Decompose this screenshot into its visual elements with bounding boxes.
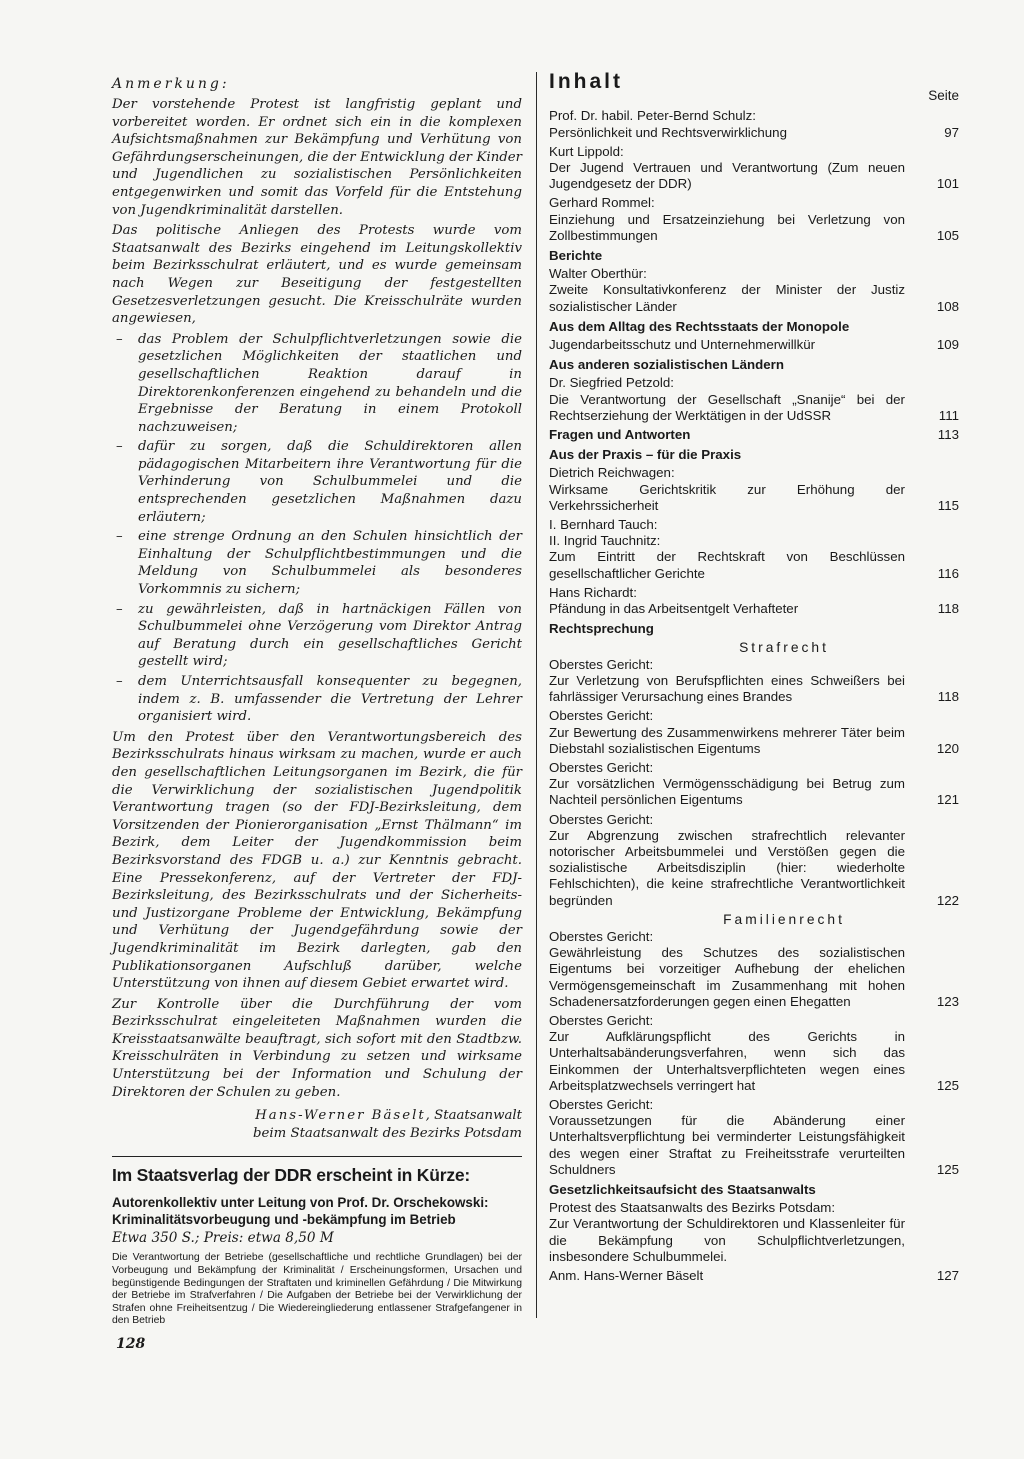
toc-court: Oberstes Gericht: xyxy=(549,1096,654,1112)
toc-author: Protest des Staatsanwalts des Bezirks Potsdam: xyxy=(549,1200,836,1216)
toc-page-column-label: Seite xyxy=(928,88,959,104)
list-item: – eine strenge Ordnung an den Schulen hinsichtlich der Einhaltung der Schulpflichtbestimmungen und die Meldung von Schulbummelei als besonderes Vorkommnis zu sichern; xyxy=(112,528,522,598)
annotation-paragraph: Der vorstehende Protest ist langfristig geplant und vorbereitet worden. Er ordnet sich ein in die komplexen Aufsichtsmaßnahmen zur Bekämpfung und Verhütung von Gefährdungserscheinungen, die der Entwicklung der Kinder und Jugendlichen zu sozialistischen Persönlichkeiten entgegenwirken und somit das Vorfeld für die Entstehung von Jugendkriminalität darstellen. xyxy=(112,97,522,218)
toc-entry[interactable] xyxy=(549,929,959,1010)
toc-court: Oberstes Gericht: xyxy=(549,811,654,827)
toc-page: 123 xyxy=(936,993,959,1009)
toc-section-heading: Rechtsprechung xyxy=(549,621,654,637)
toc-title: Zweite Konsultativkonferenz der Minister der Justiz sozialistischer Länder xyxy=(549,282,905,314)
signature-name: Hans-Werner Bäselt xyxy=(255,1108,426,1124)
book-meta: Etwa 350 S.; Preis: etwa 8,50 M xyxy=(112,1230,334,1247)
toc-page: 113 xyxy=(937,427,959,443)
toc-page: 109 xyxy=(936,337,959,353)
toc-section-heading: Fragen und Antworten xyxy=(549,427,691,443)
toc-title: Zur vorsätzlichen Vermögensschädigung bei Betrug zum Nachteil persönlichen Eigentums xyxy=(549,776,905,808)
toc-entry[interactable] xyxy=(549,585,959,617)
toc-page: 116 xyxy=(937,565,959,581)
toc-subsection-heading: Familienrecht xyxy=(723,911,845,927)
toc-author: Walter Oberthür: xyxy=(549,266,647,282)
toc-title: Zur Verletzung von Berufspflichten eines Schweißers bei fahrlässiger Verursachung eines Brandes xyxy=(549,672,905,705)
toc-author: I. Bernhard Tauch: xyxy=(549,517,658,533)
toc-title: Der Jugend Vertrauen und Verantwortung (Zum neuen Jugendgesetz der DDR) xyxy=(549,160,905,192)
toc-title: Persönlichkeit und Rechtsverwirklichung xyxy=(549,124,787,140)
toc-page: 97 xyxy=(944,124,959,140)
toc-author: Gerhard Rommel: xyxy=(549,195,655,211)
list-item: – zu gewährleisten, daß in hartnäckigen Fällen von Schulbummelei ohne Verzögerung vom Direktor Antrag auf Beratung durch ein gesellschaftliches Gericht gestellt wird; xyxy=(112,601,522,671)
list-item: – das Problem der Schulpflichtverletzungen sowie die gesetzlichen Möglichkeiten der staatlichen und gesellschaftlichen Reaktion darauf in Direktorenkonferenzen eingehend zu behandeln und die Ergebnisse der Beratung in einem Protokoll nachzuweisen; xyxy=(112,331,522,437)
annotation-heading: Anmerkung: xyxy=(112,76,230,92)
divider xyxy=(112,1156,522,1157)
book-title: Kriminalitätsvorbeugung und -bekämpfung im Betrieb xyxy=(112,1212,456,1228)
toc-entry[interactable] xyxy=(549,517,959,582)
toc-heading: Inhalt xyxy=(549,70,623,93)
signature-role: , Staatsanwalt xyxy=(425,1108,522,1124)
toc-title: Jugendarbeitsschutz und Unternehmerwillkür xyxy=(549,337,816,353)
toc-court: Oberstes Gericht: xyxy=(549,759,654,775)
toc-title: Einziehung und Ersatzeinziehung bei Verletzung von Zollbestimmungen xyxy=(549,211,905,243)
left-column xyxy=(112,76,522,1328)
toc-title: Zur Abgrenzung zwischen strafrechtlich relevanter notorischer Arbeitsbummelei und Verstößen gegen die sozialistische Arbeitsdisziplin (hier: wiederholte Fehlschichten), die keine strafrechtliche Verantwortlichkeit begründen xyxy=(549,827,905,908)
toc-court: Oberstes Gericht: xyxy=(549,656,654,672)
toc-author: Kurt Lippold: xyxy=(549,143,624,159)
toc-page: 118 xyxy=(937,601,959,617)
toc-entry[interactable] xyxy=(549,375,959,424)
toc-page: 125 xyxy=(936,1077,959,1093)
toc-entry[interactable] xyxy=(549,1013,959,1094)
toc-entry[interactable] xyxy=(549,195,959,244)
signature xyxy=(112,1107,522,1142)
toc-section-heading: Aus anderen sozialistischen Ländern xyxy=(549,357,784,373)
toc-page: 105 xyxy=(936,227,959,243)
annotation-paragraph: Zur Kontrolle über die Durchführung der vom Bezirksschulrat eingeleiteten Maßnahmen wurden die Kreisstaatsanwälte beauftragt, sich sofort mit den Stadtbzw. Kreisschulräten in Verbindung zu setzen und wirksame Unterstützung bei der Information und Schulung der Direktoren der Schulen zu geben. xyxy=(112,996,522,1100)
toc-page: 125 xyxy=(936,1161,959,1177)
toc-entry[interactable] xyxy=(549,108,959,140)
toc-title: Zur Aufklärungspflicht des Gerichts in Unterhaltsabänderungsverfahren, wenn sich das Einkommen der Unterhaltsverpflichteten wegen eines Arbeitsplatzwechsels verringert hat xyxy=(549,1029,905,1093)
toc-entry[interactable] xyxy=(549,1097,959,1178)
column-divider xyxy=(536,72,537,1318)
toc-title: Zur Bewertung des Zusammenwirkens mehrerer Täter beim Diebstahl sozialistischen Eigentums xyxy=(549,724,905,756)
toc-entry[interactable] xyxy=(549,337,959,353)
toc-section-heading: Berichte xyxy=(549,248,603,264)
page-number: 128 xyxy=(116,1336,146,1352)
toc-page: 122 xyxy=(936,892,959,908)
toc-title: Anm. Hans-Werner Bäselt xyxy=(549,1268,704,1284)
toc-entry[interactable] xyxy=(549,1268,959,1284)
toc-court: Oberstes Gericht: xyxy=(549,708,654,724)
toc-subsection-heading: Strafrecht xyxy=(739,639,829,655)
book-description: Die Verantwortung der Betriebe (gesellschaftliche und rechtliche Grundlagen) bei der Vorbeugung und Bekämpfung der Kriminalität / Erscheinungsformen, Ursachen und begünstigende Bedingungen der Straftaten und kriminellen Gefährdung / Die Mitwirkung der Betriebe im Strafverfahren / Die Aufgaben der Betriebe bei der Verwirklichung der Strafen ohne Freiheitsentzug / Die Wiedereingliederung entlassener Strafgefangener in den Betrieb xyxy=(112,1252,522,1327)
toc-title: Pfändung in das Arbeitsentgelt Verhafteter xyxy=(549,601,799,617)
toc-entry[interactable] xyxy=(549,812,959,909)
toc-entry[interactable] xyxy=(549,1200,959,1265)
toc-page: 118 xyxy=(937,689,959,705)
toc-author: Hans Richardt: xyxy=(549,584,637,600)
toc-entry[interactable] xyxy=(549,708,959,757)
toc-entry[interactable] xyxy=(549,266,959,315)
toc-page: 121 xyxy=(936,792,959,808)
list-item: – dafür zu sorgen, daß die Schuldirektoren allen pädagogischen Mitarbeitern ihre Verantwortung für die Verhinderung von Schulbummelei und die entsprechenden gesetzlichen Maßnahmen dazu erläutern; xyxy=(112,438,522,526)
toc-entry[interactable] xyxy=(549,427,959,443)
toc-entry[interactable] xyxy=(549,465,959,514)
toc-title: Zum Eintritt der Rechtskraft von Beschlüssen gesellschaftlicher Gerichte xyxy=(549,549,905,581)
toc-author: Prof. Dr. habil. Peter-Bernd Schulz: xyxy=(549,108,756,124)
toc-court: Oberstes Gericht: xyxy=(549,928,654,944)
toc-court: Oberstes Gericht: xyxy=(549,1012,654,1028)
toc-section-heading: Gesetzlichkeitsaufsicht des Staatsanwalts xyxy=(549,1182,816,1197)
toc-page: 101 xyxy=(936,176,959,192)
toc-title: Gewährleistung des Schutzes des sozialistischen Eigentums bei vorzeitiger Aufhebung der ehelichen Vermögensgemeinschaft im Zusammenhang mit hohen Schadenersatzforderungen gegen einen Ehegatten xyxy=(549,945,905,1009)
toc-page: 120 xyxy=(936,740,959,756)
toc-author: II. Ingrid Tauchnitz: xyxy=(549,533,661,549)
signature-affiliation: beim Staatsanwalt des Bezirks Potsdam xyxy=(253,1125,522,1141)
annotation-paragraph: Das politische Anliegen des Protests wurde vom Staatsanwalt des Bezirks eingehend im Leitungskollektiv beim Bezirksschulrat erläutert, und es wurde gemeinsam nach Wegen zur Beseitigung der festgestellten Gesetzesverletzungen gesucht. Die Kreisschulräte wurden angewiesen, xyxy=(112,223,522,327)
list-item: – dem Unterrichtsausfall konsequenter zu begegnen, indem z. B. umfassender die Vertretung der Lehrer organisiert wird. xyxy=(112,673,522,726)
toc-title: Voraussetzungen für die Abänderung einer Unterhaltsverpflichtung bei verminderter Leistungsfähigkeit des wegen einer Straftat zu Freiheitsstrafe verurteilten Schuldners xyxy=(549,1113,905,1177)
toc-page: 108 xyxy=(936,298,959,314)
toc-entry[interactable] xyxy=(549,760,959,809)
toc-author: Dietrich Reichwagen: xyxy=(549,465,675,481)
announcement-heading: Im Staatsverlag der DDR erscheint in Kürze: xyxy=(112,1165,471,1186)
toc-section-heading: Aus der Praxis – für die Praxis xyxy=(549,447,742,463)
toc-title: Zur Verantwortung der Schuldirektoren und Klassenleiter für die Bekämpfung von Schulpflichtverletzungen, insbesondere Schulbummelei. xyxy=(549,1216,905,1264)
toc-title: Wirksame Gerichtskritik zur Erhöhung der Verkehrssicherheit xyxy=(549,481,905,513)
toc-title: Die Verantwortung der Gesellschaft „Snanije“ bei der Rechtserziehung der Werktätigen in der UdSSR xyxy=(549,391,905,423)
annotation-paragraph: Um den Protest über den Verantwortungsbereich des Bezirksschulrats hinaus wirksam zu machen, wurde er auch den gesellschaftlichen Leitungsorganen im Bezirk, die für die Verwirklichung der sozialistischen Jugendpolitik Verantwortung tragen (so der FDJ-Bezirksleitung, dem Vorsitzenden der Pionierorganisation „Ernst Thälmann“ im Bezirk, dem Leiter der Jugendkommission beim Bezirksvorstand des FDGB u. a.) zur Kenntnis gebracht. Eine Pressekonferenz, auf der Vertreter der FDJ-Bezirksleitung, des Bezirksschulrats und der Sicherheits- und Justizorgane Probleme der Entwicklung, Bekämpfung und Verhütung der Jugendgefährdung sowie der Jugendkriminalität im Bezirk darlegten, gab den Publikationsorganen Aufschluß darüber, welche Unterstützung von ihnen auf diesem Gebiet erwartet wird. xyxy=(112,729,522,992)
instruction-list xyxy=(112,331,522,726)
toc-page: 115 xyxy=(937,497,959,513)
toc-page: 127 xyxy=(936,1268,959,1284)
toc-section-heading: Aus dem Alltag des Rechtsstaats der Monopole xyxy=(549,318,850,334)
toc-page: 111 xyxy=(938,407,959,423)
toc-author: Dr. Siegfried Petzold: xyxy=(549,375,674,391)
book-authors: Autorenkollektiv unter Leitung von Prof. Dr. Orschekowski: xyxy=(112,1195,489,1211)
table-of-contents xyxy=(549,70,959,1287)
toc-entry[interactable] xyxy=(549,144,959,193)
toc-entry[interactable] xyxy=(549,657,959,706)
